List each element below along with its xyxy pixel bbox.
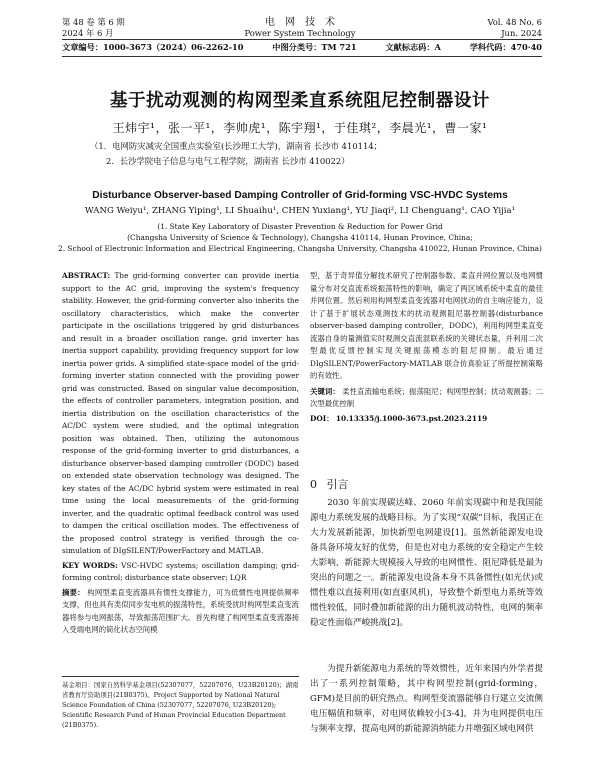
- intro-paragraph-1: 2030 年前实现碳达峰、2060 年前实现碳中和是我国能源电力系统发展的战略目标。为了实现“双碳”目标，我国正在大力发展新能源，加快新型电网建设[1]。虽然新能源发电设备具备环境友好的优势，但是也对电力系统的安全稳定产生较大影响，新能源大规模接入导致的电网惯性、阻尼降低是最为突出的问题之一。新能源发电设备本身不具备惯性(如光伏)或惯性难以直接利用(如直驱风机)，导致整个新型电力系统等效惯性较低，同时叠加新能源的出力随机波动特性，电网的频率稳定性面临严峻挑战[2]。: [310, 498, 543, 628]
- page-title-zh: 基于扰动观测的构网型柔直系统阻尼控制器设计: [109, 91, 491, 111]
- doi-value[interactable]: 10.13335/j.1000-3673.pst.2023.2119: [335, 413, 488, 423]
- keywords-zh: [310, 386, 543, 411]
- intro-paragraph-2: 为提升新能源电力系统的等效惯性，近年来国内外学者提出了一系列控制策略，其中构网型控制(grid-forming，GFM)是目前的研究热点。构网型变流器能够自行建立交流侧电压幅值和频率，对电网依赖较小[3-4]，并为电网提供电压与频率支撑，提高电网的新能源消纳能力并增强区域电网供: [310, 664, 543, 734]
- abstract-zh-part1: [62, 587, 299, 637]
- keywords-en: [62, 560, 299, 585]
- journal-name-zh: 电 网 技 术: [265, 17, 335, 28]
- meta-rule: [62, 56, 542, 57]
- journal-volume-zh: 第 48 卷 第 6 期 2024 年 6 月: [62, 17, 125, 38]
- affiliation-zh-1: （1．电网防灾减灾全国重点实验室(长沙理工大学)，湖南省 长沙市 410114；: [90, 141, 383, 151]
- authors-zh: 王炜宇¹，张一平¹，李帅虎¹，陈宇翔¹，于佳琪²，李晨光¹，曹一家¹: [112, 121, 488, 135]
- funding-footnote: 基金项目：国家自然科学基金项目(52307077，52207076，U23B20120)；湖南省教育厅资助项目(21B0375)。Project Supported by National Natural Science Foundation of China (52307077, 52207076, U23B20120); Scientific Research Fund of Hunan Provincial Education Department (21B0375).: [62, 676, 299, 730]
- page-title-en: Disturbance Observer-based Damping Controller of Grid-forming VSC-HVDC Systems: [92, 190, 508, 201]
- abstract-zh-right-text: 型，基于奇异值分解技术研究了控制器参数、柔直并网位置以及电网惯量分布对交直流系统振荡特性的影响，确定了两区域系统中柔直的最佳并网位置。然后利用构网型柔直变流器对电网扰动的自主响应能力，设计了基于扩展状态观测技术的扰动观测阻尼器控制器(disturbance observer-based damping controller，DODC)，利用构网型柔直变流器自身的量测值实时观测交直流混联系统的关键状态量，并利用二次型最优反馈控制实现关键振荡模态的阻尼抑制。最后通过 DIgSILENT/PowerFactory-MATLAB 联合仿真验证了所提控制策略的有效性。: [310, 271, 543, 380]
- abstract-en-text: The grid-forming converter can provide inertia support to the AC grid, improving the system's frequency stability. However, the grid-forming converter also inherits the oscillatory characteristics, which make the converter participate in the oscillations triggered by grid disturbances and result in a broader oscillation range. grid inverter has inertia support capability, providing frequency support for low inertia power grids. A simplified state-space model of the grid-forming inverter station connected with the providing power grid was constructed. Based on singular value decomposition, the effects of controller parameters, integration position, and inertia distribution on the oscillation characteristics of the AC/DC system were studied, and the optimal integration position was obtained. Then, utilizing the autonomous response of the grid-forming inverter to grid disturbances, a disturbance observer-based damping controller (DODC) based on extended state observation technology was designed. The key states of the AC/DC hybrid system were estimated in real time using the local measurements of the grid-forming inverter, and the quadratic optimal feedback control was used to dampen the critical oscillation modes. The effectiveness of the proposed control strategy is verified through the co-simulation of DIgSILENT/PowerFactory and MATLAB.: [62, 271, 299, 555]
- keywords-zh-text: 柔性直流输电系统；振荡阻尼；构网型控制；扰动观测器；二次型最优控制: [310, 386, 543, 408]
- clc-number: 中图分类号：TM 721: [272, 42, 357, 52]
- section-title: 引言: [326, 478, 349, 491]
- abstract-zh-left-text: 构网型柔直变流器具有惯性支撑能力，可为低惯性电网提供频率支撑，但也具有类似同步发电机的振荡特性，系统受扰时构网型柔直变流器将参与电网振荡，导致振荡范围扩大。首先构建了构网型柔直变流器接入受端电网的简化状态空间模: [62, 587, 299, 634]
- section-number: 0: [310, 478, 317, 491]
- affiliation-zh-2: 2．长沙学院电子信息与电气工程学院，湖南省 长沙市 410022）: [106, 156, 350, 166]
- authors-en: WANG Weiyu¹, ZHANG Yiping¹, LI Shuaihu¹, CHEN Yuxiang¹, YU Jiaqi², LI Chenguang¹, CAO Yijia¹: [84, 206, 516, 216]
- document-code: 文献标志码：A: [385, 42, 441, 52]
- affiliation-en-3: 2. School of Electronic Information and Electrical Engineering, Changsha University, Changsha 410022, Hunan Province, China): [58, 244, 542, 253]
- header-rule: [62, 39, 542, 40]
- abstract-zh-label: 摘要：: [62, 587, 85, 597]
- section-heading: [310, 476, 349, 492]
- doi-label: DOI：: [310, 413, 334, 423]
- abstract-en-label: ABSTRACT:: [62, 271, 111, 280]
- article-number: 文章编号：1000-3673（2024）06-2262-10: [62, 42, 244, 52]
- doi: [310, 413, 543, 426]
- keywords-zh-label: 关键词：: [310, 386, 340, 396]
- journal-name-en: Power System Technology: [244, 28, 356, 38]
- affiliation-en-2: (Changsha University of Science & Technology), Changsha 410114, Hunan Province, China;: [127, 233, 473, 242]
- abstract-en: [62, 270, 299, 637]
- keywords-en-label: KEY WORDS:: [62, 560, 118, 570]
- article-meta: [62, 41, 542, 53]
- affiliation-en-1: (1. State Key Laboratory of Disaster Prevention & Reduction for Power Grid: [157, 222, 443, 231]
- journal-volume-en: Vol. 48 No. 6 Jun. 2024: [487, 17, 542, 38]
- subject-code: 学科代码：470·40: [469, 42, 542, 52]
- abstract-zh-part2: [310, 270, 543, 425]
- keywords-en-text: VSC-HVDC systems; oscillation damping; grid-forming control; disturbance state observer; LQR: [62, 560, 299, 582]
